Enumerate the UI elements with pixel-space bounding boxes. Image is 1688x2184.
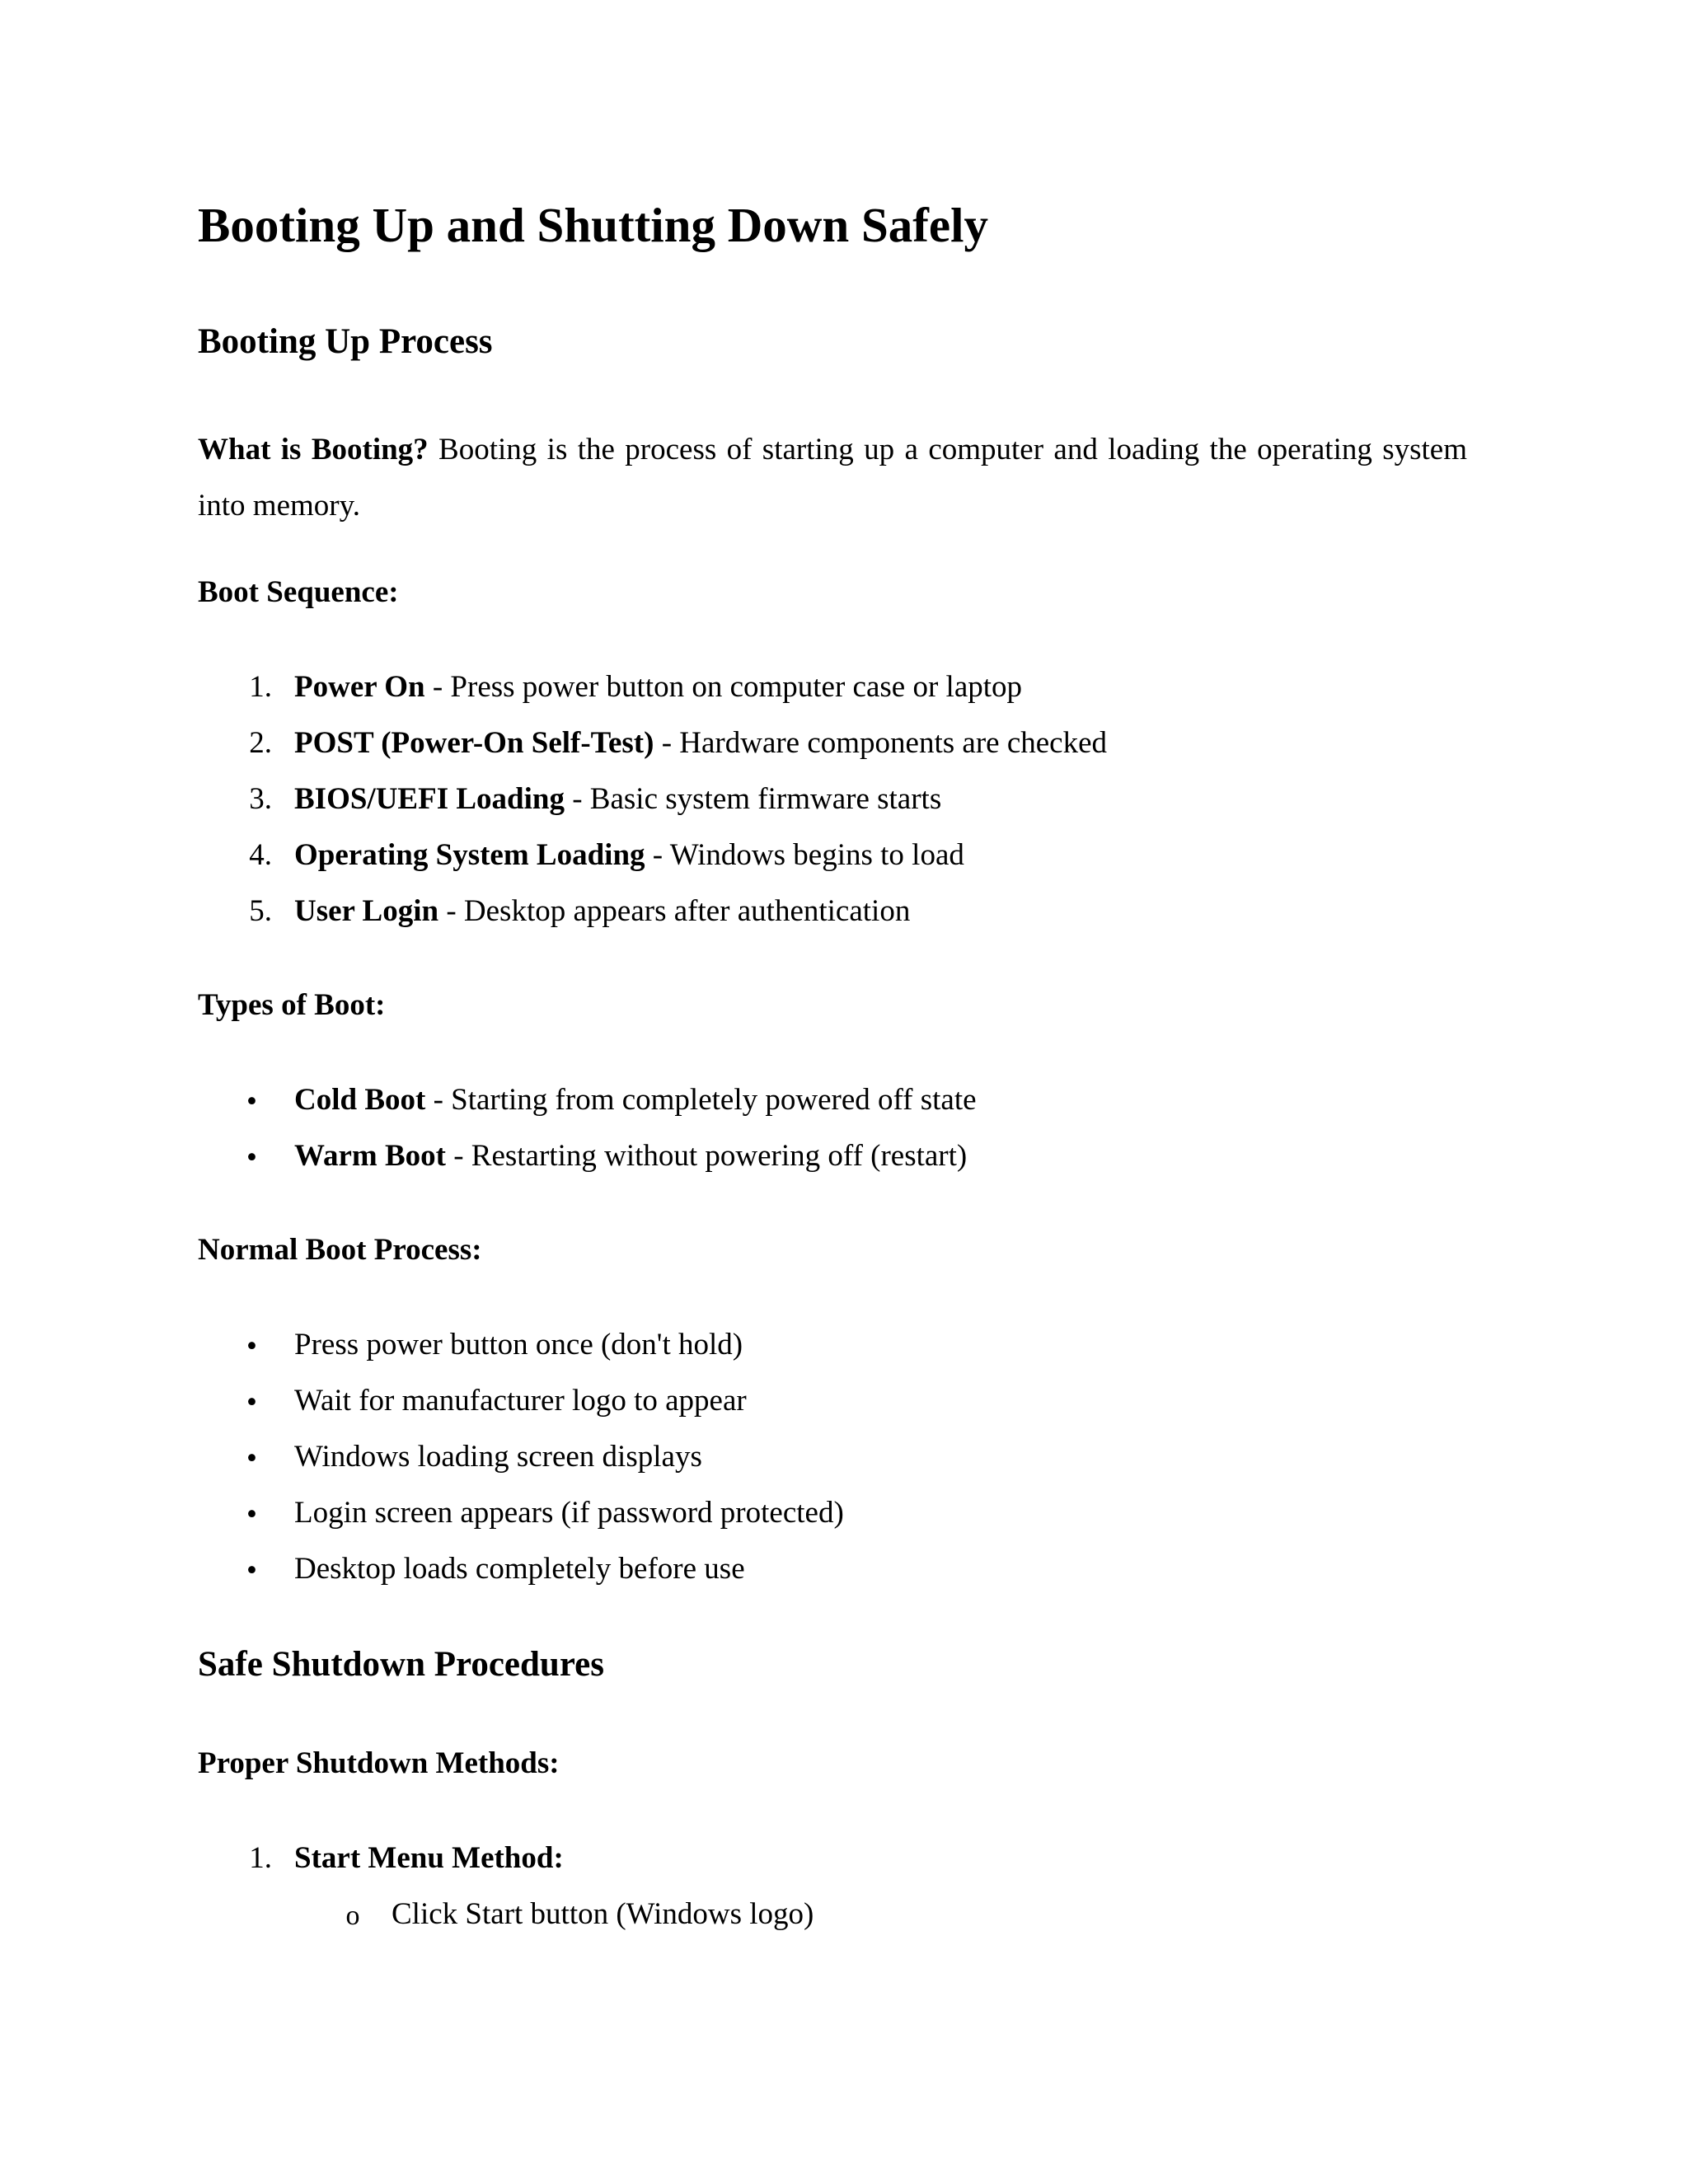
bullet-icon: •	[246, 1385, 257, 1419]
list-number: 5.	[249, 894, 272, 928]
bullet-icon: •	[246, 1554, 257, 1587]
list-item-term: Operating System Loading	[294, 838, 645, 872]
list-number: 2.	[249, 726, 272, 760]
list-item-term: Warm Boot	[294, 1139, 446, 1173]
list-number: 1.	[249, 1841, 272, 1875]
list-item-desc: - Restarting without powering off (restart)	[445, 1139, 968, 1173]
list-number: 3.	[249, 782, 272, 816]
bullet-icon: •	[246, 1085, 257, 1118]
circle-bullet-icon: o	[345, 1900, 360, 1931]
list-item-text: Press power button once (don't hold)	[294, 1328, 743, 1361]
what-is-booting-paragraph	[198, 422, 1467, 534]
proper-shutdown-heading: Proper Shutdown Methods:	[198, 1746, 560, 1780]
bullet-icon: •	[246, 1141, 257, 1174]
list-number: 4.	[249, 838, 272, 872]
list-item-desc: - Press power button on computer case or laptop	[424, 670, 1023, 704]
bullet-icon: •	[246, 1329, 257, 1363]
list-item-term: Power On	[294, 670, 425, 704]
list-item-desc: - Basic system firmware starts	[564, 782, 942, 816]
bullet-icon: •	[246, 1497, 257, 1531]
list-item-desc: - Starting from completely powered off state	[425, 1083, 977, 1117]
list-item-desc: - Desktop appears after authentication	[438, 894, 911, 928]
list-item-desc: - Hardware components are checked	[654, 726, 1108, 760]
list-item-term: BIOS/UEFI Loading	[294, 782, 565, 816]
bullet-icon: •	[246, 1441, 257, 1475]
list-item-term: User Login	[294, 894, 439, 928]
normal-boot-heading: Normal Boot Process:	[198, 1233, 482, 1267]
list-item-text: Wait for manufacturer logo to appear	[294, 1384, 747, 1418]
what-is-booting-text: Booting is the process of starting up a computer and loading the operating system into memory.	[198, 433, 1468, 523]
list-item-text: Login screen appears (if password protected)	[294, 1496, 844, 1530]
list-item-term: Start Menu Method:	[294, 1841, 564, 1875]
list-item-text: Desktop loads completely before use	[294, 1552, 745, 1586]
what-is-booting-label: What is Booting?	[198, 433, 429, 466]
list-item-desc: - Windows begins to load	[645, 838, 964, 872]
list-item-term: POST (Power-On Self-Test)	[294, 726, 654, 760]
list-item-term: Cold Boot	[294, 1083, 426, 1117]
section-heading-safe-shutdown: Safe Shutdown Procedures	[198, 1645, 604, 1684]
boot-sequence-heading: Boot Sequence:	[198, 575, 399, 609]
sub-list-item-text: Click Start button (Windows logo)	[392, 1897, 814, 1931]
page-title: Booting Up and Shutting Down Safely	[198, 198, 989, 252]
list-number: 1.	[249, 670, 272, 704]
list-item-text: Windows loading screen displays	[294, 1440, 702, 1474]
section-heading-booting-up: Booting Up Process	[198, 322, 493, 361]
types-of-boot-heading: Types of Boot:	[198, 988, 386, 1022]
